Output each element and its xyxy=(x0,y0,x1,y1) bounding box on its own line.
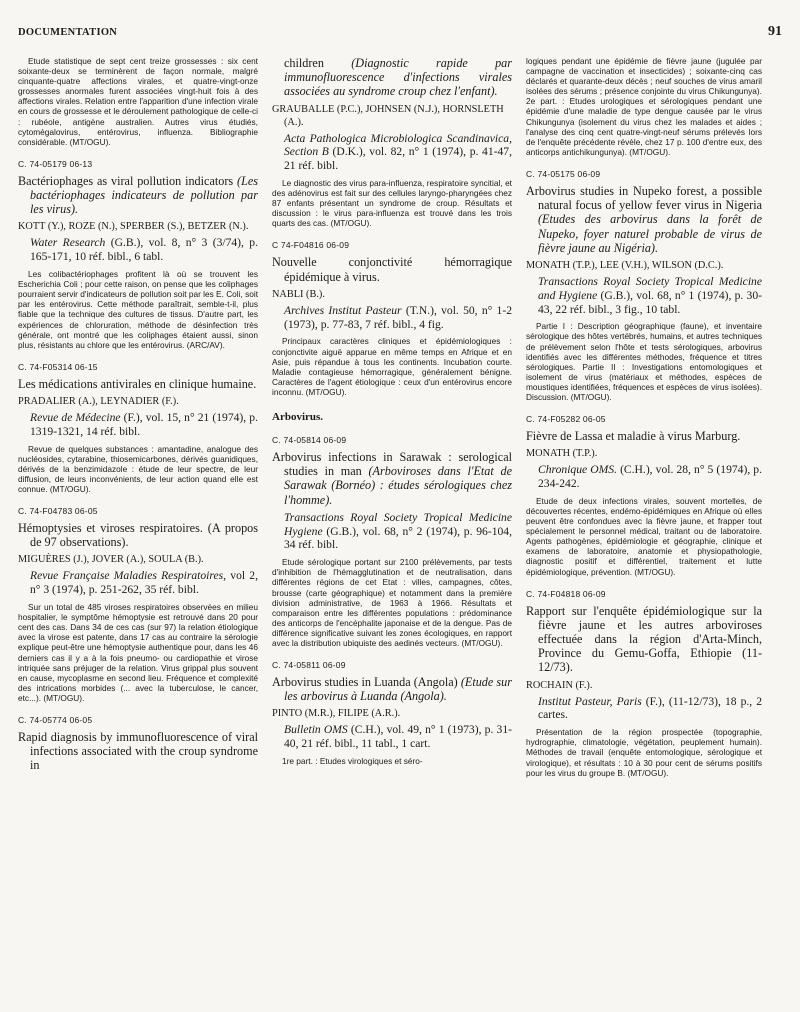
bibliographic-entry xyxy=(526,169,762,402)
entry-title: Les médications antivirales en clinique humaine. xyxy=(18,376,257,391)
abstract: Principaux caractères cliniques et épidémiologiques : conjonctivite aiguë apparue en même temps en Afrique et en Asie, puis répandue à tous les continents. Incubation courte. Maladie contagieuse hémorragique, généralement bénigne. Caractères de l'agent étiologique : ceux d'un entérovirus encore inconnu. (MT/OGU). xyxy=(272,336,512,397)
bibliographic-entry xyxy=(18,159,258,350)
entry-source: Revue Française Maladies Respiratoires, vol 2, n° 3 (1974), p. 251-262, 35 réf. bibl. xyxy=(30,569,258,597)
abstract: Partie I : Description géographique (faune), et inventaire sérologique des hôtes vertébrés, humains, et autres techniques de prélèvement selon l'hôte et tests sérologiques, arbovirus identifiés avec les différentes méthodes, fréquence et titres sérologiques. Partie II : Investigations entomologiques et isolement de virus (matériaux et méthodes, espèces de moustiques identifiées, fréquences et espèces de virus isolées). Discussion. (MT/OGU). xyxy=(526,321,762,402)
reference-code: C. 74-05774 06-05 xyxy=(18,715,93,725)
abstract: 1re part. : Etudes virologiques et séro- xyxy=(282,756,423,767)
abstract: Les colibactériophages profitent là où se trouvent les Escherichia Coli ; pour cette raison, on pense que les coliphages pourraient servir d'indicateurs de pollution soit par les E. Coli, soit par les entérovirus. Cette méthode paraîtrait, semble-t-il, plus fiable que la technique des cultures de tissus. D'autre part, les expériences de chloruration, méthode de désinfection très générale, ont montré que les coliphages étaient aussi, sinon plus, résistants au chlore que les entérovirus. (ARC/AV). xyxy=(18,269,259,350)
entry-source: Archives Institut Pasteur (T.N.), vol. 50, n° 1-2 (1973), p. 77-83, 7 réf. bibl., 4 fig. xyxy=(284,303,512,331)
entry-source: Revue de Médecine (F.), vol. 15, n° 21 (1974), p. 1319-1321, 14 réf. bibl. xyxy=(30,411,258,438)
entry-source: Acta Pathologica Microbiologica Scandinavica, Section B (D.K.), vol. 82, n° 1 (1974), p. 41-47, 21 réf. bibl. xyxy=(284,131,512,173)
entry-source: Water Research (G.B.), vol. 8, n° 3 (3/74), p. 165-171, 10 réf. bibl., 6 tabl. xyxy=(30,236,258,264)
entry-continuation xyxy=(526,56,762,157)
abstract: Sur un total de 485 viroses respiratoires observées en milieu hospitalier, le symptôme hémoptysie est retrouvé dans 20 pour cent des cas. Dans 34 de ces cas (sur 97) la relation étiologique avec la virose est patente, dans 17 cas au contraire la sérologie explique peut-être une hémoptysie authentique pour, dans les 46 derniers cas il y a à la fois pneumo- ou cardiopathie et virose intriquée sans préjuger de la relation. Virus grippal plus souvent en cause, mycoplasme en second lieu. Fréquence et complexité des intrications morbides (... avec la tuberculose, le cancer, etc...). (MT/OGU). xyxy=(18,602,258,703)
bibliographic-entry xyxy=(18,506,258,703)
entry-authors: MONATH (T.P.), LEE (V.H.), WILSON (D.C.). xyxy=(526,259,724,271)
entry-title: Nouvelle conjonctivité hémorragique épidémique à virus. xyxy=(272,255,512,284)
abstract: Etude sérologique portant sur 2100 prélèvements, par tests d'inhibition de l'hémagglutination et de neutralisation, dans différentes régions de cet Etat : villes, campagnes, côtes, brousse (carte géographique) et notamment dans la première division administrative, de 1963 à 1966. Résultats et comparaison entre les différentes populations : prédominance des anticorps de l'encéphalite japonaise et de la dengue. Pas de différence significative suivant les zones écologiques, en rapport avec la distribution ubiquiste des aedinés vecteurs. (MT/OGU). xyxy=(272,557,512,648)
reference-code: C. 74-05179 06-13 xyxy=(18,158,93,169)
reference-code: C. 74-05811 06-09 xyxy=(272,660,346,671)
column-middle xyxy=(272,56,512,778)
entry-source: Transactions Royal Society Tropical Medicine Hygiene (G.B.), vol. 68, n° 2 (1974), p. 96-104, 34 réf. bibl. xyxy=(284,510,512,552)
entry-authors: PRADALIER (A.), LEYNADIER (F.). xyxy=(18,396,179,407)
page-number: 91 xyxy=(768,24,782,39)
running-head: DOCUMENTATION xyxy=(18,27,118,38)
bibliographic-entry xyxy=(272,660,512,766)
column-left xyxy=(18,56,258,785)
bibliographic-entry xyxy=(272,435,512,648)
abstract: Revue de quelques substances : amantadine, analogue des nucléosides, cytarabine, thiosemicarbones, dérivés guanidiques, dérivés de la benzimidazole : étude de leur spectre, de leur diffusion, de leurs inconvénients, de leur action quand elle est connue. (MT/OGU). xyxy=(18,443,258,494)
entry-continuation xyxy=(18,56,258,147)
bibliographic-entry xyxy=(272,240,512,397)
bibliographic-entry xyxy=(18,715,258,773)
reference-code: C 74-F04816 06-09 xyxy=(272,240,350,251)
entry-source: Chronique OMS. (C.H.), vol. 28, n° 5 (1974), p. 234-242. xyxy=(538,463,762,491)
reference-code: C. 74-05175 06-09 xyxy=(526,168,601,179)
reference-code: C. 74-F05282 06-05 xyxy=(526,414,606,425)
entry-authors: PINTO (M.R.), FILIPE (A.R.). xyxy=(272,708,401,720)
bibliographic-entry xyxy=(526,414,762,577)
entry-authors: GRAUBALLE (P.C.), JOHNSEN (N.J.), HORNSLETH (A.). xyxy=(272,103,504,128)
entry-title: Arbovirus studies in Luanda (Angola) (Etude sur les arbovirus à Luanda (Angola). xyxy=(272,675,512,704)
bibliographic-entry xyxy=(18,362,258,494)
reference-code: C. 74-F05314 06-15 xyxy=(18,361,98,372)
entry-source: Institut Pasteur, Paris (F.), (11-12/73), 18 p., 2 cartes. xyxy=(538,694,763,722)
bibliographic-entry xyxy=(526,589,762,778)
entry-title: Rapid diagnosis by immunofluorescence of viral infections associated with the croup syndrome in xyxy=(18,730,258,773)
entry-authors: KOTT (Y.), ROZE (N.), SPERBER (S.), BETZER (N.). xyxy=(18,221,249,233)
reference-code: C. 74-05814 06-09 xyxy=(272,435,347,446)
section-heading: Arbovirus. xyxy=(272,411,324,424)
abstract: Etude statistique de sept cent treize grossesses : six cent soixante-deux se terminèrent de façon normale, malgré cinquante-quatre affections virales, et quatre-vingt-onze grossesses anormales furent associées vingt-huit fois à des affections virales. Relation entre l'apparition d'une infection virale en cours de grossesse et le déroulement pathologique de celle-ci : rubéole, antigène australien. Autres virus étudiés, cytomégalovirus, entérovirus, influenza. Bibliographie considérable. (MT/OGU). xyxy=(18,56,258,147)
entry-title: Fièvre de Lassa et maladie à virus Marburg. xyxy=(526,429,741,444)
abstract: Le diagnostic des virus para-influenza, respiratoire syncitial, et des adénovirus est fait sur des cellules laryngo-pharyngées chez 87 enfants présentant un syndrome de croup. Résultats et discussion : le virus para-influenza est trouvé dans les trois quarts des cas. (MT/OGU). xyxy=(272,178,512,229)
entry-source: Bulletin OMS (C.H.), vol. 49, n° 1 (1973), p. 31-40, 21 réf. bibl., 11 tabl., 1 cart. xyxy=(284,723,512,751)
entry-title: Rapport sur l'enquête épidémiologique sur la fièvre jaune et les autres arboviroses effectuée dans la région d'Arta-Minch, Province du Gemu-Goffa, Ethiopie (11-12/73). xyxy=(526,603,762,675)
entry-source: Transactions Royal Society Tropical Medicine and Hygiene (G.B.), vol. 68, n° 1 (1974), p. 30-43, 22 réf. bibl., 3 fig., 10 tabl. xyxy=(538,274,762,316)
column-right xyxy=(526,56,762,790)
entry-authors: ROCHAIN (F.). xyxy=(526,679,593,691)
reference-code: C. 74-F04783 06-05 xyxy=(18,506,98,517)
entry-authors: MONATH (T.P.). xyxy=(526,448,598,460)
entry-title: Arbovirus studies in Nupeko forest, a possible natural focus of yellow fever virus in Nigeria (Etudes des arbovirus dans la forêt de Nupeko, foyer naturel probable de virus de fièvre jaune au Nigéria). xyxy=(526,183,762,255)
entry-continuation xyxy=(272,56,512,228)
entry-title: Hémoptysies et viroses respiratoires. (A propos de 97 observations). xyxy=(18,521,258,550)
entry-title: children (Diagnostic rapide par immunofluorescence d'infections virales associées au syndrome croup chez l'enfant). xyxy=(284,56,513,99)
abstract: Etude de deux infections virales, souvent mortelles, de découvertes récentes, endémo-épidémiques en Afrique où elles peuvent être confondues avec la fièvre jaune, et frapper tout spécialement le personnel médical, traitant ou de laboratoire. Agents pathogènes, épidémiologie et géographie, clinique et examens de laboratoire, anatomie et physiopathologie, diagnostic positif et différentiel, traitement et lutte épidémiologique, prévention. (MT/OGU). xyxy=(526,495,762,577)
entry-authors: NABLI (B.). xyxy=(272,288,325,300)
reference-code: C. 74-F04818 06-09 xyxy=(526,588,606,599)
abstract: logiques pendant une épidémie de fièvre jaune (jugulée par campagne de vaccination et insecticides) ; soixante-cinq cas déclarés et quarante-deux décès ; neuf souches de virus amaril isolées des sérums ; présence conjointe du virus Chikungunya). 2e part. : Etudes urologiques et sérologiques pendant une épidémie d'une maladie de type dengue causée par le virus Chikungunya (isolement du virus chez les malades et aides ; l'analyse des cinq cent quatre-vingt-neuf sérums prélevés lors de l'enquête précédente révèle, chez 17 p. 100 d'entre eux, des anticorps antichikungunya). (MT/OGU). xyxy=(526,56,762,157)
entry-title: Bactériophages as viral pollution indicators (Les bactériophages indicateurs de pollution par les virus). xyxy=(18,173,259,217)
entry-authors: MIGUÈRES (J.), JOVER (A.), SOULA (B.). xyxy=(18,554,204,566)
entry-title: Arbovirus infections in Sarawak : serological studies in man (Arboviroses dans l'Etat de Sarawak (Bornéo) : études sérologiques chez l'homme). xyxy=(272,450,513,507)
abstract: Présentation de la région prospectée (topographie, hydrographie, climatologie, végétation, peuplement humain). Méthodes de travail (enquête entomologique, sérologique et virologique), et résultats : 10 à 30 pour cent de sérums positifs pour les virus du groupe B. (MT/OGU). xyxy=(526,727,762,778)
